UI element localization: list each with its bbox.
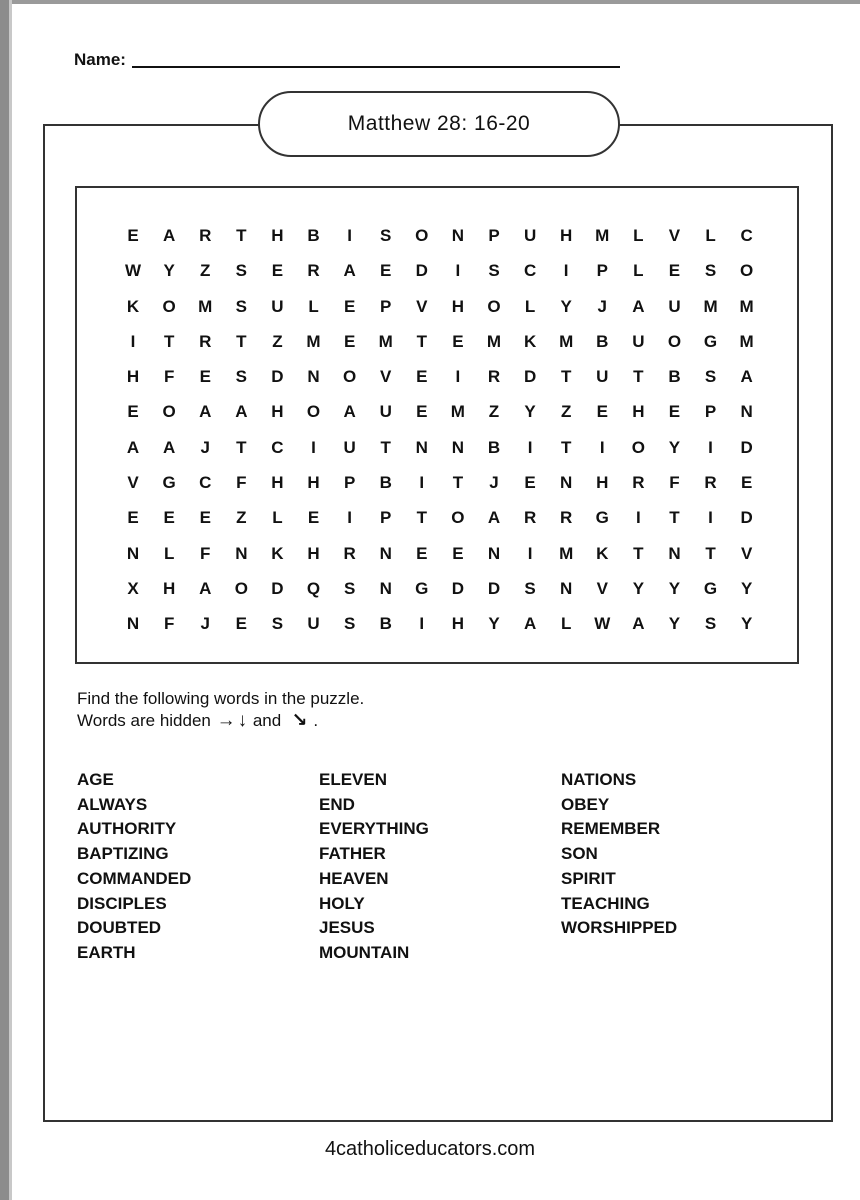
grid-letter: M <box>450 402 465 422</box>
grid-letter: N <box>668 543 681 563</box>
grid-letter: A <box>163 226 176 245</box>
grid-letter: Y <box>668 437 681 457</box>
word-list-item: WORSHIPPED <box>561 918 678 938</box>
grid-letter: W <box>125 261 142 281</box>
grid-letter: Y <box>668 614 681 634</box>
grid-letter: G <box>162 473 176 493</box>
grid-letter: V <box>127 473 139 493</box>
arrow-down-icon: ↓ <box>237 710 248 731</box>
grid-letter: M <box>559 543 574 563</box>
grid-letter: U <box>668 296 681 316</box>
grid-letter: X <box>127 578 139 598</box>
grid-letter: A <box>740 367 753 387</box>
grid-letter: I <box>635 508 641 528</box>
grid-letter: Z <box>200 261 211 281</box>
grid-letter: B <box>596 331 609 351</box>
title-banner <box>258 91 620 157</box>
grid-letter: T <box>633 367 644 387</box>
grid-letter: E <box>452 543 464 563</box>
grid-letter: E <box>452 331 464 351</box>
grid-letter: Q <box>306 578 321 598</box>
grid-letter: E <box>127 508 139 528</box>
grid-letter: R <box>632 473 645 493</box>
grid-letter: D <box>415 261 428 281</box>
grid-letter: H <box>126 367 140 387</box>
grid-letter: K <box>271 543 284 563</box>
grid-letter: S <box>704 367 717 387</box>
grid-letter: E <box>740 473 753 493</box>
grid-letter: P <box>596 261 608 281</box>
grid-letter: O <box>631 437 645 457</box>
arrow-diagonal-icon: ↘ <box>291 710 308 731</box>
grid-letter: T <box>560 437 572 457</box>
word-list-item: NATIONS <box>561 770 637 789</box>
grid-letter: E <box>416 402 428 422</box>
grid-letter: S <box>343 614 356 634</box>
grid-letter: O <box>740 261 754 281</box>
arrow-right-icon: → <box>216 710 236 731</box>
instructions-prefix: Words are hidden <box>77 711 211 730</box>
grid-letter: I <box>419 473 425 493</box>
grid-letter: L <box>633 261 644 281</box>
grid-letter: M <box>739 331 754 351</box>
grid-letter: N <box>740 402 753 422</box>
grid-letter: R <box>560 508 573 528</box>
grid-letter: A <box>235 402 248 422</box>
grid-letter: T <box>633 543 644 563</box>
word-list-item: SPIRIT <box>561 868 616 888</box>
grid-letter: Y <box>488 614 500 634</box>
grid-letter: D <box>523 367 537 387</box>
grid-letter: J <box>489 473 499 493</box>
word-list-item: ELEVEN <box>319 770 388 789</box>
grid-letter: H <box>307 473 320 493</box>
grid-letter: E <box>380 261 392 281</box>
grid-letter: S <box>235 367 247 387</box>
grid-letter: S <box>235 261 247 281</box>
grid-letter: H <box>451 614 465 634</box>
grid-letter: Y <box>524 402 536 422</box>
grid-letter: I <box>347 226 352 245</box>
grid-letter: U <box>307 614 320 634</box>
word-list-item: END <box>319 794 355 814</box>
grid-letter: L <box>308 296 319 316</box>
page-title: Matthew 28: 16-20 <box>347 112 531 135</box>
word-list-item: JESUS <box>319 918 375 938</box>
grid-letter: I <box>708 508 713 528</box>
grid-letter: A <box>487 508 501 528</box>
grid-letter: E <box>127 402 139 422</box>
grid-letter: S <box>704 614 717 634</box>
grid-letter: W <box>594 614 611 634</box>
grid-letter: E <box>271 261 284 281</box>
grid-letter: R <box>307 261 320 281</box>
word-list-item: MOUNTAIN <box>319 942 410 962</box>
grid-letter: Y <box>632 578 645 598</box>
grid-letter: U <box>632 331 645 351</box>
grid-letter: U <box>379 402 392 422</box>
grid-letter: E <box>343 296 356 316</box>
grid-letter: G <box>595 508 609 528</box>
grid-letter: M <box>306 331 321 351</box>
grid-letter: T <box>163 331 175 351</box>
grid-letter: H <box>163 578 176 598</box>
grid-letter: T <box>236 226 247 245</box>
grid-letter: F <box>200 543 211 563</box>
grid-letter: N <box>560 578 573 598</box>
grid-letter: N <box>487 543 501 563</box>
grid-letter: C <box>523 261 537 281</box>
grid-letter: N <box>560 473 573 493</box>
footer-site-name: 4catholiceducators.com <box>324 1138 536 1160</box>
word-list-column-3 <box>561 768 677 941</box>
grid-letter: H <box>451 296 465 316</box>
grid-letter: M <box>595 226 610 245</box>
instructions-and: and <box>252 711 282 730</box>
grid-letter: B <box>668 367 681 387</box>
instructions <box>77 688 364 732</box>
instructions-line-2 <box>77 710 364 732</box>
grid-letter: N <box>126 614 140 634</box>
grid-letter: T <box>452 473 464 493</box>
grid-letter: O <box>667 331 682 351</box>
grid-letter: T <box>236 437 247 457</box>
grid-letter: D <box>451 578 465 598</box>
grid-letter: B <box>379 614 392 634</box>
grid-letter: O <box>162 402 176 422</box>
grid-letter: E <box>416 543 428 563</box>
word-list-item: HOLY <box>319 893 365 913</box>
grid-letter: T <box>705 543 716 563</box>
grid-letter: C <box>199 473 212 493</box>
grid-letter: P <box>704 402 717 422</box>
grid-letter: T <box>416 508 427 528</box>
grid-letter: V <box>380 367 392 387</box>
grid-letter: F <box>163 614 175 634</box>
grid-letter: H <box>632 402 645 422</box>
grid-letter: D <box>271 578 284 598</box>
grid-letter: R <box>199 331 212 351</box>
grid-letter: N <box>451 437 465 457</box>
grid-letter: R <box>704 473 717 493</box>
grid-letter: R <box>199 226 212 245</box>
grid-letter: L <box>560 614 572 634</box>
grid-letter: H <box>307 543 320 563</box>
grid-letter: E <box>668 261 681 281</box>
grid-letter: E <box>668 402 681 422</box>
grid-letter: C <box>740 226 753 245</box>
grid-letter: Z <box>560 402 572 422</box>
grid-letter: D <box>487 578 501 598</box>
grid-letter: A <box>163 437 176 457</box>
grid-letter: G <box>703 331 718 351</box>
grid-letter: P <box>488 226 500 245</box>
grid-letter: G <box>703 578 718 598</box>
grid-letter: O <box>342 367 357 387</box>
grid-letter: S <box>343 578 356 598</box>
grid-letter: Y <box>740 614 753 634</box>
grid-letter: L <box>633 226 644 245</box>
grid-letter: U <box>343 437 356 457</box>
grid-letter: M <box>486 331 502 351</box>
grid-letter: O <box>487 296 501 316</box>
page-top-edge <box>0 0 860 4</box>
grid-letter: L <box>524 296 536 316</box>
grid-letter: N <box>307 367 320 387</box>
grid-letter: U <box>596 367 609 387</box>
grid-letter: M <box>703 296 718 316</box>
grid-letter: O <box>162 296 176 316</box>
grid-letter: Z <box>488 402 500 422</box>
word-list-item: EVERYTHING <box>319 819 429 839</box>
grid-letter: I <box>563 261 569 281</box>
grid-letter: M <box>198 296 213 316</box>
grid-letter: T <box>380 437 391 457</box>
grid-letter: J <box>200 437 210 457</box>
grid-letter: V <box>416 296 428 316</box>
grid-letter: G <box>415 578 429 598</box>
word-list-column-1 <box>77 768 191 966</box>
grid-letter: F <box>163 367 175 387</box>
grid-letter: S <box>235 296 247 316</box>
grid-letter: E <box>596 402 608 422</box>
grid-letter: D <box>271 367 284 387</box>
grid-letter: S <box>488 261 500 281</box>
grid-letter: L <box>705 226 716 245</box>
grid-letter: E <box>199 367 211 387</box>
grid-letter: H <box>560 226 573 245</box>
instructions-line-1: Find the following words in the puzzle. <box>77 689 365 708</box>
grid-letter: I <box>455 367 461 387</box>
grid-letter: B <box>379 473 392 493</box>
grid-letter: A <box>343 261 356 281</box>
grid-letter: E <box>163 508 175 528</box>
letter-grid <box>115 218 765 642</box>
grid-letter: I <box>527 437 533 457</box>
grid-letter: V <box>668 226 681 245</box>
grid-letter: N <box>379 543 392 563</box>
grid-letter: E <box>416 367 428 387</box>
grid-letter: I <box>419 614 425 634</box>
grid-letter: A <box>523 614 537 634</box>
grid-letter: J <box>597 296 607 316</box>
grid-letter: E <box>199 508 211 528</box>
grid-letter: R <box>343 543 356 563</box>
word-list-item: DISCIPLES <box>77 893 167 913</box>
grid-letter: Y <box>740 578 753 598</box>
grid-letter: I <box>527 543 533 563</box>
word-list-item: AUTHORITY <box>77 819 177 839</box>
grid-letter: H <box>271 402 284 422</box>
grid-letter: A <box>343 402 356 422</box>
word-list-item: EARTH <box>77 942 136 962</box>
grid-letter: F <box>236 473 247 493</box>
grid-letter: T <box>416 331 427 351</box>
grid-letter: L <box>272 508 283 528</box>
grid-letter: N <box>235 543 248 563</box>
name-blank-line[interactable] <box>132 66 620 68</box>
grid-letter: M <box>739 296 754 316</box>
grid-letter: Z <box>272 331 283 351</box>
grid-letter: E <box>524 473 536 493</box>
grid-letter: E <box>307 508 320 528</box>
grid-letter: P <box>380 296 392 316</box>
grid-letter: I <box>130 331 136 351</box>
grid-letter: S <box>380 226 392 245</box>
grid-letter: H <box>271 226 284 245</box>
word-list-item: TEACHING <box>561 893 650 913</box>
grid-letter: C <box>271 437 284 457</box>
grid-letter: I <box>455 261 461 281</box>
grid-letter: T <box>669 508 680 528</box>
grid-letter: A <box>199 402 212 422</box>
grid-letter: S <box>524 578 536 598</box>
grid-letter: A <box>199 578 212 598</box>
grid-letter: M <box>559 331 574 351</box>
grid-letter: U <box>271 296 284 316</box>
name-label: Name: <box>74 50 126 69</box>
word-list-column-2 <box>319 768 429 966</box>
word-list-item: COMMANDED <box>77 868 192 888</box>
word-list-item: AGE <box>77 770 114 789</box>
grid-letter: I <box>708 437 713 457</box>
grid-letter: T <box>236 331 247 351</box>
page-left-edge-shadow <box>9 0 12 1200</box>
page-left-edge <box>0 0 9 1200</box>
grid-letter: E <box>235 614 247 634</box>
grid-letter: E <box>343 331 356 351</box>
grid-letter: H <box>596 473 609 493</box>
grid-letter: Y <box>668 578 681 598</box>
grid-letter: V <box>740 543 753 563</box>
grid-letter: J <box>200 614 210 634</box>
grid-letter: P <box>343 473 356 493</box>
grid-letter: I <box>311 437 316 457</box>
grid-letter: M <box>378 331 393 351</box>
grid-letter: O <box>415 226 429 245</box>
grid-letter: N <box>451 226 465 245</box>
grid-letter: O <box>234 578 248 598</box>
grid-letter: N <box>415 437 428 457</box>
word-list-item: BAPTIZING <box>77 844 169 864</box>
grid-letter: N <box>126 543 140 563</box>
grid-letter: R <box>523 508 537 528</box>
grid-letter: K <box>523 331 537 351</box>
grid-letter: S <box>271 614 284 634</box>
name-row <box>74 50 620 70</box>
word-list-item: ALWAYS <box>77 794 148 814</box>
grid-letter: S <box>704 261 717 281</box>
grid-letter: Y <box>163 261 175 281</box>
word-list-item: FATHER <box>319 844 386 864</box>
grid-letter: K <box>126 296 140 316</box>
word-list-item: SON <box>561 844 598 864</box>
grid-letter: E <box>127 226 139 245</box>
grid-letter: N <box>379 578 392 598</box>
grid-letter: D <box>740 508 753 528</box>
grid-letter: Z <box>236 508 247 528</box>
grid-letter: T <box>560 367 572 387</box>
word-list-item: REMEMBER <box>561 819 661 839</box>
grid-letter: U <box>523 226 537 245</box>
grid-letter: Y <box>560 296 572 316</box>
grid-letter: O <box>306 402 321 422</box>
grid-letter: O <box>451 508 465 528</box>
grid-letter: K <box>596 543 609 563</box>
grid-letter: V <box>596 578 608 598</box>
grid-letter: R <box>487 367 501 387</box>
grid-letter: A <box>632 296 645 316</box>
word-list-item: OBEY <box>561 794 610 814</box>
grid-letter: A <box>632 614 645 634</box>
grid-letter: H <box>271 473 284 493</box>
word-list-item: DOUBTED <box>77 918 162 938</box>
grid-letter: F <box>669 473 680 493</box>
grid-letter: I <box>347 508 352 528</box>
grid-letter: P <box>380 508 392 528</box>
grid-letter: A <box>126 437 140 457</box>
instructions-suffix: . <box>313 711 319 730</box>
puzzle-box <box>75 186 799 664</box>
grid-letter: D <box>740 437 753 457</box>
word-list-item: HEAVEN <box>319 868 389 888</box>
grid-letter: I <box>599 437 605 457</box>
grid-letter: B <box>487 437 501 457</box>
grid-letter: L <box>163 543 175 563</box>
grid-letter: B <box>307 226 320 245</box>
